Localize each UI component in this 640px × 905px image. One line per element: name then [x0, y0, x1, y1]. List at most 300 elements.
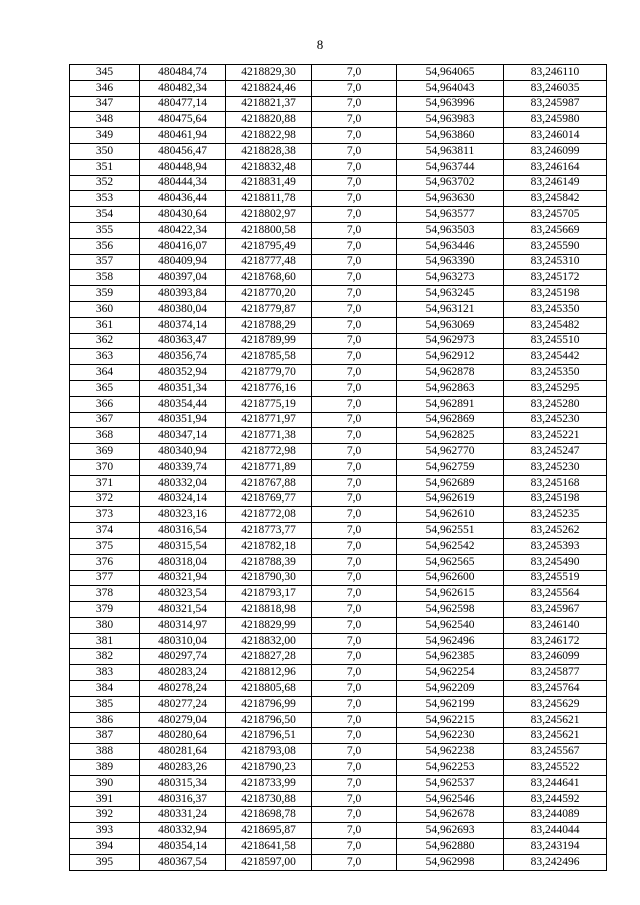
table-row — [70, 270, 607, 286]
latitude-cell: 54,962496 — [397, 633, 504, 649]
x-coordinate-cell: 480422,34 — [140, 222, 226, 238]
accuracy-cell: 7,0 — [312, 238, 397, 254]
accuracy-cell: 7,0 — [312, 649, 397, 665]
accuracy-cell: 7,0 — [312, 681, 397, 697]
table-row — [70, 254, 607, 270]
longitude-cell: 83,243194 — [504, 839, 607, 855]
point-number-cell: 360 — [70, 301, 140, 317]
x-coordinate-cell: 480339,74 — [140, 459, 226, 475]
accuracy-cell: 7,0 — [312, 554, 397, 570]
coordinates-table — [69, 64, 607, 871]
longitude-cell: 83,246110 — [504, 65, 607, 81]
accuracy-cell: 7,0 — [312, 159, 397, 175]
point-number-cell: 350 — [70, 143, 140, 159]
latitude-cell: 54,962551 — [397, 523, 504, 539]
table-row — [70, 523, 607, 539]
y-coordinate-cell: 4218796,99 — [226, 696, 312, 712]
accuracy-cell: 7,0 — [312, 270, 397, 286]
latitude-cell: 54,963811 — [397, 143, 504, 159]
latitude-cell: 54,962215 — [397, 712, 504, 728]
point-number-cell: 395 — [70, 854, 140, 870]
latitude-cell: 54,963744 — [397, 159, 504, 175]
y-coordinate-cell: 4218641,58 — [226, 839, 312, 855]
longitude-cell: 83,245235 — [504, 507, 607, 523]
point-number-cell: 347 — [70, 96, 140, 112]
y-coordinate-cell: 4218695,87 — [226, 823, 312, 839]
latitude-cell: 54,962600 — [397, 570, 504, 586]
y-coordinate-cell: 4218733,99 — [226, 775, 312, 791]
accuracy-cell: 7,0 — [312, 570, 397, 586]
point-number-cell: 373 — [70, 507, 140, 523]
table-row — [70, 775, 607, 791]
table-row — [70, 728, 607, 744]
y-coordinate-cell: 4218818,98 — [226, 602, 312, 618]
latitude-cell: 54,962542 — [397, 538, 504, 554]
x-coordinate-cell: 480436,44 — [140, 191, 226, 207]
page-number: 8 — [316, 37, 324, 52]
latitude-cell: 54,962880 — [397, 839, 504, 855]
point-number-cell: 392 — [70, 807, 140, 823]
table-row — [70, 317, 607, 333]
longitude-cell: 83,245168 — [504, 475, 607, 491]
y-coordinate-cell: 4218821,37 — [226, 96, 312, 112]
x-coordinate-cell: 480477,14 — [140, 96, 226, 112]
accuracy-cell: 7,0 — [312, 428, 397, 444]
x-coordinate-cell: 480315,34 — [140, 775, 226, 791]
longitude-cell: 83,245295 — [504, 380, 607, 396]
table-row — [70, 744, 607, 760]
accuracy-cell: 7,0 — [312, 633, 397, 649]
longitude-cell: 83,246099 — [504, 143, 607, 159]
latitude-cell: 54,962689 — [397, 475, 504, 491]
x-coordinate-cell: 480316,37 — [140, 791, 226, 807]
table-row — [70, 301, 607, 317]
longitude-cell: 83,245393 — [504, 538, 607, 554]
x-coordinate-cell: 480374,14 — [140, 317, 226, 333]
point-number-cell: 391 — [70, 791, 140, 807]
y-coordinate-cell: 4218773,77 — [226, 523, 312, 539]
table-row — [70, 507, 607, 523]
latitude-cell: 54,962891 — [397, 396, 504, 412]
point-number-cell: 389 — [70, 760, 140, 776]
table-row — [70, 491, 607, 507]
table-row — [70, 665, 607, 681]
accuracy-cell: 7,0 — [312, 475, 397, 491]
latitude-cell: 54,962565 — [397, 554, 504, 570]
table-row — [70, 365, 607, 381]
table-row — [70, 538, 607, 554]
point-number-cell: 384 — [70, 681, 140, 697]
table-row — [70, 333, 607, 349]
latitude-cell: 54,962598 — [397, 602, 504, 618]
latitude-cell: 54,963577 — [397, 207, 504, 223]
x-coordinate-cell: 480393,84 — [140, 286, 226, 302]
longitude-cell: 83,245522 — [504, 760, 607, 776]
table-row — [70, 65, 607, 81]
latitude-cell: 54,962610 — [397, 507, 504, 523]
latitude-cell: 54,963245 — [397, 286, 504, 302]
accuracy-cell: 7,0 — [312, 839, 397, 855]
x-coordinate-cell: 480367,54 — [140, 854, 226, 870]
latitude-cell: 54,962912 — [397, 349, 504, 365]
latitude-cell: 54,962770 — [397, 444, 504, 460]
y-coordinate-cell: 4218805,68 — [226, 681, 312, 697]
latitude-cell: 54,963860 — [397, 128, 504, 144]
longitude-cell: 83,245172 — [504, 270, 607, 286]
table-row — [70, 475, 607, 491]
table-row — [70, 143, 607, 159]
y-coordinate-cell: 4218782,18 — [226, 538, 312, 554]
accuracy-cell: 7,0 — [312, 823, 397, 839]
latitude-cell: 54,962385 — [397, 649, 504, 665]
accuracy-cell: 7,0 — [312, 349, 397, 365]
y-coordinate-cell: 4218793,17 — [226, 586, 312, 602]
longitude-cell: 83,246149 — [504, 175, 607, 191]
y-coordinate-cell: 4218771,97 — [226, 412, 312, 428]
table-row — [70, 349, 607, 365]
table-row — [70, 428, 607, 444]
y-coordinate-cell: 4218698,78 — [226, 807, 312, 823]
table-row — [70, 444, 607, 460]
y-coordinate-cell: 4218788,39 — [226, 554, 312, 570]
longitude-cell: 83,245230 — [504, 412, 607, 428]
point-number-cell: 355 — [70, 222, 140, 238]
y-coordinate-cell: 4218788,29 — [226, 317, 312, 333]
x-coordinate-cell: 480380,04 — [140, 301, 226, 317]
y-coordinate-cell: 4218790,23 — [226, 760, 312, 776]
y-coordinate-cell: 4218776,16 — [226, 380, 312, 396]
y-coordinate-cell: 4218820,88 — [226, 112, 312, 128]
latitude-cell: 54,963996 — [397, 96, 504, 112]
x-coordinate-cell: 480351,94 — [140, 412, 226, 428]
x-coordinate-cell: 480461,94 — [140, 128, 226, 144]
point-number-cell: 357 — [70, 254, 140, 270]
point-number-cell: 366 — [70, 396, 140, 412]
x-coordinate-cell: 480283,24 — [140, 665, 226, 681]
longitude-cell: 83,245198 — [504, 491, 607, 507]
latitude-cell: 54,963069 — [397, 317, 504, 333]
table-row — [70, 112, 607, 128]
longitude-cell: 83,245967 — [504, 602, 607, 618]
table-row — [70, 80, 607, 96]
point-number-cell: 368 — [70, 428, 140, 444]
longitude-cell: 83,244592 — [504, 791, 607, 807]
accuracy-cell: 7,0 — [312, 760, 397, 776]
point-number-cell: 390 — [70, 775, 140, 791]
accuracy-cell: 7,0 — [312, 65, 397, 81]
latitude-cell: 54,962537 — [397, 775, 504, 791]
table-row — [70, 807, 607, 823]
longitude-cell: 83,245230 — [504, 459, 607, 475]
y-coordinate-cell: 4218796,51 — [226, 728, 312, 744]
accuracy-cell: 7,0 — [312, 112, 397, 128]
table-row — [70, 696, 607, 712]
accuracy-cell: 7,0 — [312, 222, 397, 238]
longitude-cell: 83,245842 — [504, 191, 607, 207]
latitude-cell: 54,962759 — [397, 459, 504, 475]
longitude-cell: 83,245510 — [504, 333, 607, 349]
point-number-cell: 381 — [70, 633, 140, 649]
point-number-cell: 394 — [70, 839, 140, 855]
x-coordinate-cell: 480475,64 — [140, 112, 226, 128]
accuracy-cell: 7,0 — [312, 412, 397, 428]
longitude-cell: 83,245705 — [504, 207, 607, 223]
accuracy-cell: 7,0 — [312, 775, 397, 791]
accuracy-cell: 7,0 — [312, 317, 397, 333]
point-number-cell: 370 — [70, 459, 140, 475]
table-row — [70, 159, 607, 175]
longitude-cell: 83,245490 — [504, 554, 607, 570]
accuracy-cell: 7,0 — [312, 333, 397, 349]
y-coordinate-cell: 4218730,88 — [226, 791, 312, 807]
longitude-cell: 83,245221 — [504, 428, 607, 444]
accuracy-cell: 7,0 — [312, 538, 397, 554]
accuracy-cell: 7,0 — [312, 854, 397, 870]
latitude-cell: 54,963503 — [397, 222, 504, 238]
longitude-cell: 83,245482 — [504, 317, 607, 333]
point-number-cell: 352 — [70, 175, 140, 191]
y-coordinate-cell: 4218827,28 — [226, 649, 312, 665]
y-coordinate-cell: 4218771,89 — [226, 459, 312, 475]
point-number-cell: 345 — [70, 65, 140, 81]
point-number-cell: 354 — [70, 207, 140, 223]
accuracy-cell: 7,0 — [312, 128, 397, 144]
x-coordinate-cell: 480354,44 — [140, 396, 226, 412]
latitude-cell: 54,962869 — [397, 412, 504, 428]
longitude-cell: 83,245764 — [504, 681, 607, 697]
x-coordinate-cell: 480430,64 — [140, 207, 226, 223]
longitude-cell: 83,246140 — [504, 617, 607, 633]
x-coordinate-cell: 480324,14 — [140, 491, 226, 507]
table-row — [70, 760, 607, 776]
accuracy-cell: 7,0 — [312, 523, 397, 539]
latitude-cell: 54,962693 — [397, 823, 504, 839]
x-coordinate-cell: 480283,26 — [140, 760, 226, 776]
accuracy-cell: 7,0 — [312, 191, 397, 207]
longitude-cell: 83,244044 — [504, 823, 607, 839]
x-coordinate-cell: 480277,24 — [140, 696, 226, 712]
latitude-cell: 54,962825 — [397, 428, 504, 444]
accuracy-cell: 7,0 — [312, 80, 397, 96]
longitude-cell: 83,245564 — [504, 586, 607, 602]
longitude-cell: 83,244641 — [504, 775, 607, 791]
table-row — [70, 570, 607, 586]
y-coordinate-cell: 4218777,48 — [226, 254, 312, 270]
y-coordinate-cell: 4218795,49 — [226, 238, 312, 254]
point-number-cell: 378 — [70, 586, 140, 602]
table-row — [70, 681, 607, 697]
table-row — [70, 839, 607, 855]
point-number-cell: 348 — [70, 112, 140, 128]
point-number-cell: 383 — [70, 665, 140, 681]
latitude-cell: 54,962678 — [397, 807, 504, 823]
x-coordinate-cell: 480314,97 — [140, 617, 226, 633]
point-number-cell: 393 — [70, 823, 140, 839]
x-coordinate-cell: 480351,34 — [140, 380, 226, 396]
accuracy-cell: 7,0 — [312, 617, 397, 633]
latitude-cell: 54,963983 — [397, 112, 504, 128]
table-row — [70, 96, 607, 112]
point-number-cell: 353 — [70, 191, 140, 207]
x-coordinate-cell: 480279,04 — [140, 712, 226, 728]
x-coordinate-cell: 480482,34 — [140, 80, 226, 96]
point-number-cell: 371 — [70, 475, 140, 491]
x-coordinate-cell: 480318,04 — [140, 554, 226, 570]
accuracy-cell: 7,0 — [312, 744, 397, 760]
y-coordinate-cell: 4218789,99 — [226, 333, 312, 349]
table-row — [70, 396, 607, 412]
x-coordinate-cell: 480316,54 — [140, 523, 226, 539]
table-row — [70, 412, 607, 428]
latitude-cell: 54,962863 — [397, 380, 504, 396]
accuracy-cell: 7,0 — [312, 807, 397, 823]
accuracy-cell: 7,0 — [312, 507, 397, 523]
y-coordinate-cell: 4218832,48 — [226, 159, 312, 175]
x-coordinate-cell: 480332,94 — [140, 823, 226, 839]
x-coordinate-cell: 480354,14 — [140, 839, 226, 855]
x-coordinate-cell: 480332,04 — [140, 475, 226, 491]
accuracy-cell: 7,0 — [312, 175, 397, 191]
point-number-cell: 375 — [70, 538, 140, 554]
latitude-cell: 54,962619 — [397, 491, 504, 507]
point-number-cell: 359 — [70, 286, 140, 302]
longitude-cell: 83,245442 — [504, 349, 607, 365]
table-row — [70, 459, 607, 475]
latitude-cell: 54,962540 — [397, 617, 504, 633]
longitude-cell: 83,242496 — [504, 854, 607, 870]
table-row — [70, 602, 607, 618]
accuracy-cell: 7,0 — [312, 491, 397, 507]
accuracy-cell: 7,0 — [312, 96, 397, 112]
y-coordinate-cell: 4218775,19 — [226, 396, 312, 412]
accuracy-cell: 7,0 — [312, 207, 397, 223]
latitude-cell: 54,962254 — [397, 665, 504, 681]
accuracy-cell: 7,0 — [312, 712, 397, 728]
accuracy-cell: 7,0 — [312, 444, 397, 460]
point-number-cell: 376 — [70, 554, 140, 570]
x-coordinate-cell: 480448,94 — [140, 159, 226, 175]
x-coordinate-cell: 480278,24 — [140, 681, 226, 697]
accuracy-cell: 7,0 — [312, 728, 397, 744]
latitude-cell: 54,962878 — [397, 365, 504, 381]
table-row — [70, 380, 607, 396]
longitude-cell: 83,245621 — [504, 728, 607, 744]
point-number-cell: 351 — [70, 159, 140, 175]
point-number-cell: 365 — [70, 380, 140, 396]
point-number-cell: 349 — [70, 128, 140, 144]
table-row — [70, 191, 607, 207]
latitude-cell: 54,963630 — [397, 191, 504, 207]
table-row — [70, 586, 607, 602]
point-number-cell: 374 — [70, 523, 140, 539]
table-row — [70, 222, 607, 238]
accuracy-cell: 7,0 — [312, 396, 397, 412]
y-coordinate-cell: 4218832,00 — [226, 633, 312, 649]
table-row — [70, 854, 607, 870]
longitude-cell: 83,244089 — [504, 807, 607, 823]
x-coordinate-cell: 480323,54 — [140, 586, 226, 602]
accuracy-cell: 7,0 — [312, 459, 397, 475]
y-coordinate-cell: 4218800,58 — [226, 222, 312, 238]
longitude-cell: 83,246035 — [504, 80, 607, 96]
longitude-cell: 83,246099 — [504, 649, 607, 665]
latitude-cell: 54,963121 — [397, 301, 504, 317]
x-coordinate-cell: 480315,54 — [140, 538, 226, 554]
x-coordinate-cell: 480484,74 — [140, 65, 226, 81]
x-coordinate-cell: 480323,16 — [140, 507, 226, 523]
point-number-cell: 346 — [70, 80, 140, 96]
accuracy-cell: 7,0 — [312, 380, 397, 396]
x-coordinate-cell: 480356,74 — [140, 349, 226, 365]
table-row — [70, 617, 607, 633]
y-coordinate-cell: 4218779,70 — [226, 365, 312, 381]
latitude-cell: 54,962973 — [397, 333, 504, 349]
y-coordinate-cell: 4218802,97 — [226, 207, 312, 223]
y-coordinate-cell: 4218824,46 — [226, 80, 312, 96]
y-coordinate-cell: 4218829,30 — [226, 65, 312, 81]
x-coordinate-cell: 480352,94 — [140, 365, 226, 381]
x-coordinate-cell: 480397,04 — [140, 270, 226, 286]
accuracy-cell: 7,0 — [312, 791, 397, 807]
point-number-cell: 377 — [70, 570, 140, 586]
y-coordinate-cell: 4218771,38 — [226, 428, 312, 444]
point-number-cell: 362 — [70, 333, 140, 349]
table-row — [70, 712, 607, 728]
longitude-cell: 83,245262 — [504, 523, 607, 539]
y-coordinate-cell: 4218812,96 — [226, 665, 312, 681]
table-row — [70, 286, 607, 302]
latitude-cell: 54,962615 — [397, 586, 504, 602]
y-coordinate-cell: 4218770,20 — [226, 286, 312, 302]
latitude-cell: 54,962998 — [397, 854, 504, 870]
y-coordinate-cell: 4218828,38 — [226, 143, 312, 159]
table-row — [70, 633, 607, 649]
longitude-cell: 83,246014 — [504, 128, 607, 144]
accuracy-cell: 7,0 — [312, 696, 397, 712]
longitude-cell: 83,245350 — [504, 365, 607, 381]
table-row — [70, 791, 607, 807]
point-number-cell: 372 — [70, 491, 140, 507]
latitude-cell: 54,963390 — [397, 254, 504, 270]
longitude-cell: 83,245629 — [504, 696, 607, 712]
point-number-cell: 382 — [70, 649, 140, 665]
y-coordinate-cell: 4218772,08 — [226, 507, 312, 523]
x-coordinate-cell: 480321,94 — [140, 570, 226, 586]
latitude-cell: 54,962253 — [397, 760, 504, 776]
table-row — [70, 128, 607, 144]
table-row — [70, 207, 607, 223]
latitude-cell: 54,963273 — [397, 270, 504, 286]
longitude-cell: 83,245987 — [504, 96, 607, 112]
latitude-cell: 54,963446 — [397, 238, 504, 254]
longitude-cell: 83,245247 — [504, 444, 607, 460]
y-coordinate-cell: 4218822,98 — [226, 128, 312, 144]
longitude-cell: 83,246164 — [504, 159, 607, 175]
point-number-cell: 364 — [70, 365, 140, 381]
table-row — [70, 554, 607, 570]
accuracy-cell: 7,0 — [312, 254, 397, 270]
point-number-cell: 388 — [70, 744, 140, 760]
point-number-cell: 379 — [70, 602, 140, 618]
x-coordinate-cell: 480281,64 — [140, 744, 226, 760]
y-coordinate-cell: 4218796,50 — [226, 712, 312, 728]
accuracy-cell: 7,0 — [312, 365, 397, 381]
longitude-cell: 83,246172 — [504, 633, 607, 649]
point-number-cell: 387 — [70, 728, 140, 744]
x-coordinate-cell: 480347,14 — [140, 428, 226, 444]
y-coordinate-cell: 4218793,08 — [226, 744, 312, 760]
accuracy-cell: 7,0 — [312, 286, 397, 302]
